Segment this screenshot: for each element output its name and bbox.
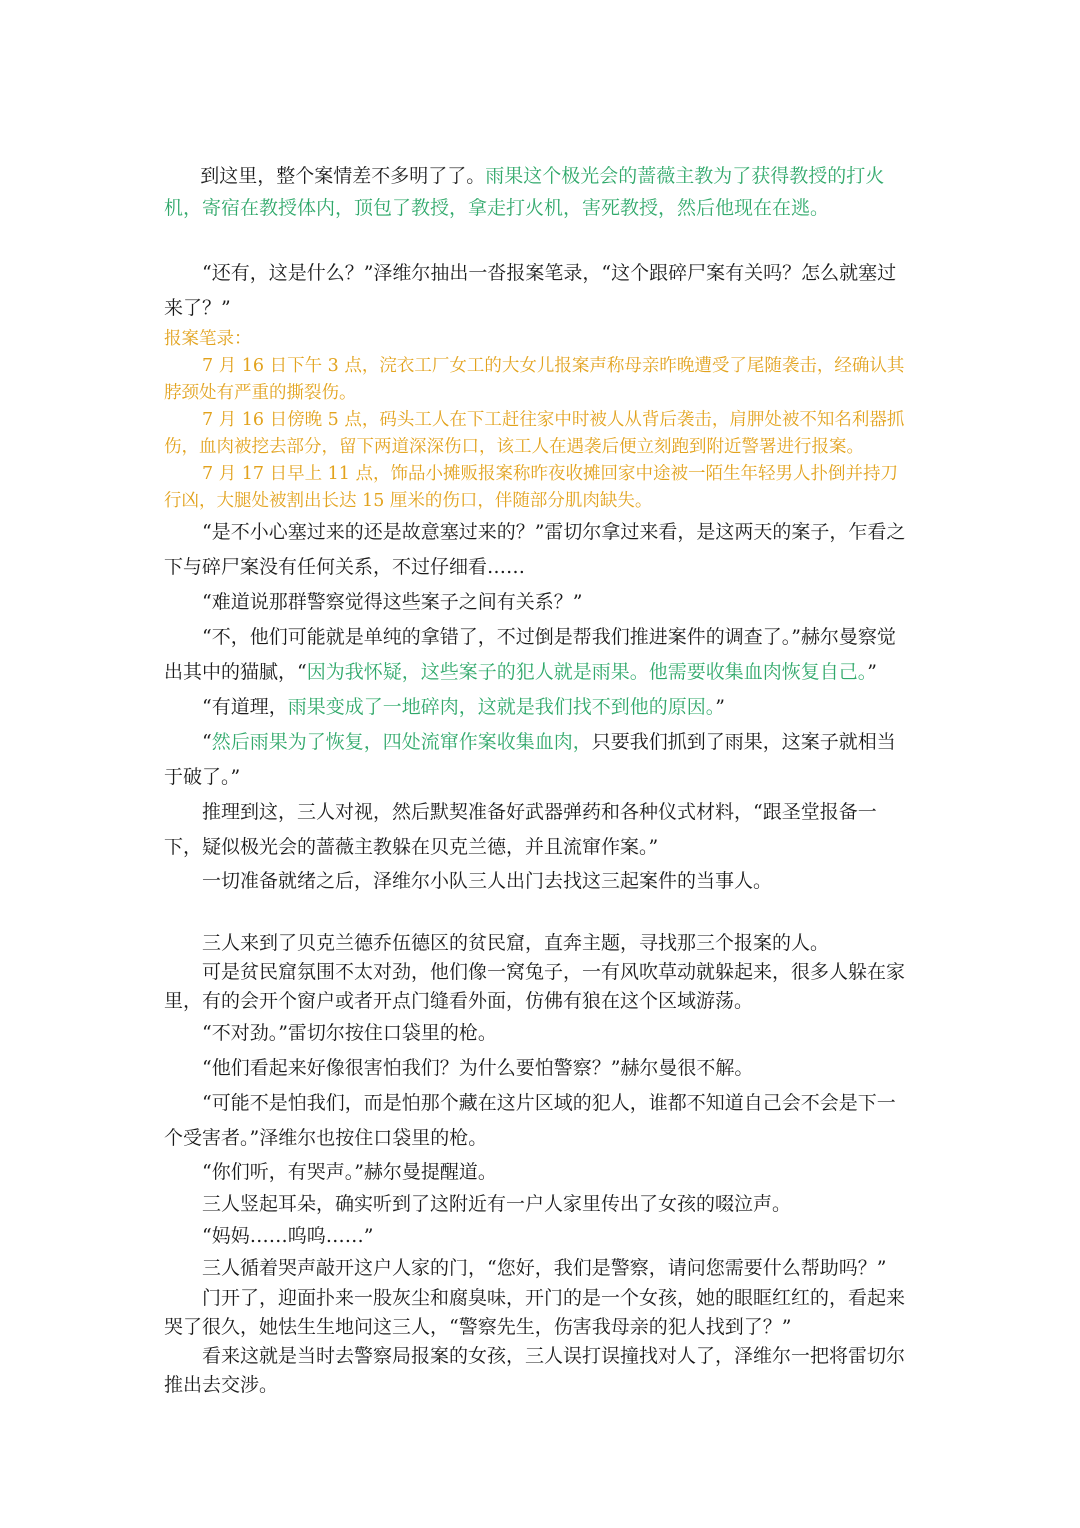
- paragraph: “妈妈……呜呜……”: [202, 1225, 374, 1247]
- paragraph: [164, 515, 914, 585]
- highlight-text-run: 因为我怀疑，这些案子的犯人就是雨果。他需要收集血肉恢复自己。: [306, 661, 868, 683]
- text-run: “: [202, 731, 212, 753]
- paragraph: [164, 585, 914, 620]
- highlight-text-run: 然后雨果为了恢复，四处流窜作案收集血肉，: [211, 731, 592, 753]
- text-run: 到这里，整个案情差不多明了了。: [200, 165, 486, 187]
- report-item: 7 月 17 日早上 11 点，饰品小摊贩报案称昨夜收摊回家中途被一陌生年轻男人扑倒并持刀行凶，大腿处被割出长达 15 厘米的伤口，伴随部分肌肉缺失。: [164, 464, 898, 511]
- paragraph: [164, 620, 914, 690]
- text-run: 只要我们抓到了雨果，这案子就相当于破了。”: [164, 731, 896, 788]
- text-run: “有道理，: [202, 696, 288, 718]
- report-item: 7 月 16 日傍晚 5 点，码头工人在下工赶往家中时被人从背后袭击，肩胛处被不知名利器抓伤，血肉被挖去部分，留下两道深深伤口，该工人在遇袭后便立刻跑到附近警署进行报案。: [164, 410, 905, 457]
- paragraph: “不对劲。”雷切尔按住口袋里的枪。: [202, 1022, 497, 1044]
- paragraph: [164, 725, 914, 795]
- paragraph: “可能不是怕我们，而是怕那个藏在这片区域的犯人，谁都不知道自己会不会是下一个受害者。”泽维尔也按住口袋里的枪。: [164, 1092, 896, 1149]
- section-gap: [164, 897, 914, 929]
- report-block: [164, 326, 914, 515]
- document-body: [164, 128, 914, 1400]
- paragraph: “他们看起来好像很害怕我们？为什么要怕警察？”赫尔曼很不解。: [202, 1057, 754, 1079]
- paragraph: 三人竖起耳朵，确实听到了这附近有一户人家里传出了女孩的啜泣声。: [202, 1193, 792, 1215]
- text-run: ”: [715, 696, 725, 718]
- text-run: 一切准备就绪之后，泽维尔小队三人出门去找这三起案件的当事人。: [202, 870, 773, 892]
- paragraph: 门开了，迎面扑来一股灰尘和腐臭味，开门的是一个女孩，她的眼眶红红的，看起来哭了很久，她怯生生地问这三人，“警察先生，伤害我母亲的犯人找到了？”: [164, 1287, 906, 1338]
- paragraph: [164, 128, 914, 256]
- text-run: “是不小心塞过来的还是故意塞过来的？”雷切尔拿过来看，是这两天的案子，乍看之下与碎尸案没有任何关系，不过仔细看……: [164, 521, 906, 578]
- text-run: “不，他们可能就是单纯的拿错了，不过倒是帮我们推进案件的调查了。”赫尔曼察觉出其中的猫腻，“: [164, 626, 896, 683]
- paragraph: [164, 795, 914, 865]
- paragraph: [164, 256, 914, 326]
- paragraph: [164, 865, 914, 897]
- paragraph: 三人来到了贝克兰德乔伍德区的贫民窟，直奔主题，寻找那三个报案的人。: [202, 932, 830, 954]
- paragraph: “你们听，有哭声。”赫尔曼提醒道。: [202, 1161, 497, 1183]
- text-run: ”: [867, 661, 877, 683]
- text-run: “还有，这是什么？”泽维尔抽出一沓报案笔录，“这个跟碎尸案有关吗？怎么就塞过来了？”: [164, 262, 897, 319]
- report-item: 7 月 16 日下午 3 点，浣衣工厂女工的大女儿报案声称母亲昨晚遭受了尾随袭击，经确认其脖颈处有严重的撕裂伤。: [164, 356, 905, 403]
- report-title: 报案笔录：: [164, 329, 252, 349]
- highlight-text-run: 雨果变成了一地碎肉，这就是我们找不到他的原因。: [287, 696, 716, 718]
- paragraph: 看来这就是当时去警察局报案的女孩，三人误打误撞找对人了，泽维尔一把将雷切尔推出去交涉。: [164, 1345, 906, 1396]
- paragraph: 三人循着哭声敲开这户人家的门，“您好，我们是警察，请问您需要什么帮助吗？”: [202, 1257, 887, 1279]
- paragraph: [164, 690, 914, 725]
- text-run: 推理到这，三人对视，然后默契准备好武器弹药和各种仪式材料，“跟圣堂报备一下，疑似极光会的蔷薇主教躲在贝克兰德，并且流窜作案。”: [164, 801, 877, 858]
- text-run: “难道说那群警察觉得这些案子之间有关系？”: [202, 591, 583, 613]
- highlight-text-run: 雨果这个极光会的蔷薇主教为了获得教授的打火机，寄宿在教授体内，顶包了教授，拿走打火机，害死教授，然后他现在在逃。: [164, 165, 885, 219]
- paragraph: 可是贫民窟氛围不太对劲，他们像一窝兔子，一有风吹草动就躲起来，很多人躲在家里，有的会开个窗户或者开点门缝看外面，仿佛有狼在这个区域游荡。: [164, 961, 906, 1012]
